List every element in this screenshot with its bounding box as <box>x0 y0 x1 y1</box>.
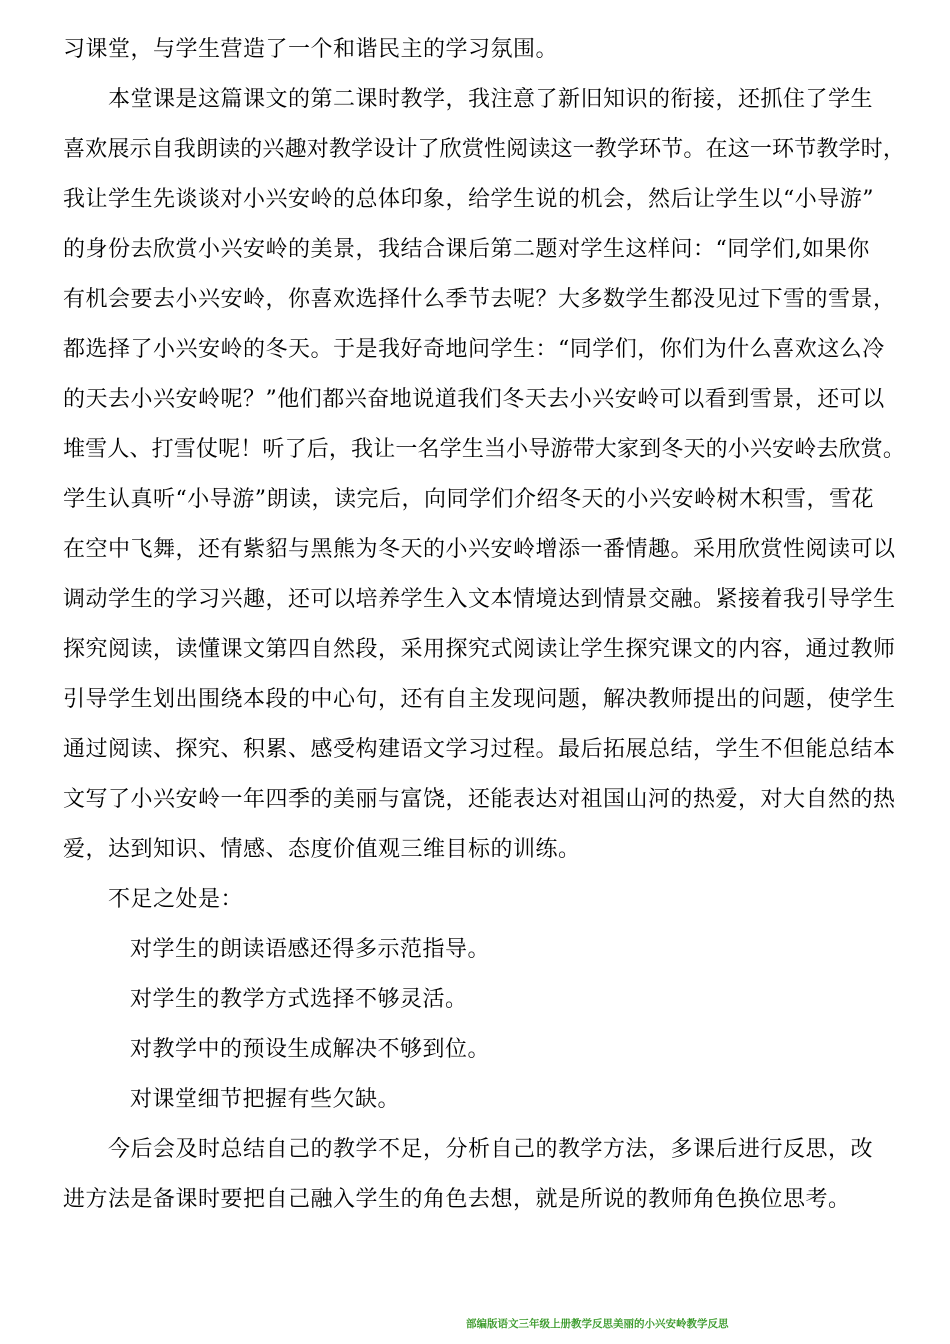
paragraph-line: 习课堂，与学生营造了一个和谐民主的学习氛围。 <box>63 37 559 62</box>
paragraph-line: 的天去小兴安岭呢？”他们都兴奋地说道我们冬天去小兴安岭可以看到雪景，还可以 <box>63 387 885 412</box>
paragraph-line: 的身份去欣赏小兴安岭的美景，我结合课后第二题对学生这样问：“同学们,如果你 <box>63 237 870 262</box>
paragraph-line: 有机会要去小兴安岭，你喜欢选择什么季节去呢？大多数学生都没见过下雪的雪景， <box>63 287 896 312</box>
paragraph-line: 通过阅读、探究、积累、感受构建语文学习过程。最后拓展总结，学生不但能总结本 <box>63 737 896 762</box>
shortcoming-item: 对学生的教学方式选择不够灵活。 <box>130 987 468 1012</box>
paragraph-line: 在空中飞舞，还有紫貂与黑熊为冬天的小兴安岭增添一番情趣。采用欣赏性阅读可以 <box>63 537 896 562</box>
page-footer: 部编版语文三年级上册教学反思美丽的小兴安岭教学反思 <box>466 1318 729 1330</box>
paragraph-line: 今后会及时总结自己的教学不足，分析自己的教学方法，多课后进行反思，改 <box>108 1137 874 1162</box>
shortcoming-item: 对学生的朗读语感还得多示范指导。 <box>130 937 491 962</box>
paragraph-line: 探究阅读，读懂课文第四自然段，采用探究式阅读让学生探究课文的内容，通过教师 <box>63 637 896 662</box>
paragraph-line: 文写了小兴安岭一年四季的美丽与富饶，还能表达对祖国山河的热爱，对大自然的热 <box>63 787 896 812</box>
shortcoming-item: 对教学中的预设生成解决不够到位。 <box>130 1037 491 1062</box>
paragraph-line: 都选择了小兴安岭的冬天。于是我好奇地问学生：“同学们，你们为什么喜欢这么冷 <box>63 337 885 362</box>
paragraph-line: 调动学生的学习兴趣，还可以培养学生入文本情境达到情景交融。紧接着我引导学生 <box>63 587 896 612</box>
paragraph-line: 我让学生先谈谈对小兴安岭的总体印象，给学生说的机会，然后让学生以“小导游” <box>63 187 874 212</box>
shortcomings-heading: 不足之处是： <box>108 887 244 912</box>
shortcoming-item: 对课堂细节把握有些欠缺。 <box>130 1087 401 1112</box>
paragraph-line: 堆雪人、打雪仗呢！听了后，我让一名学生当小导游带大家到冬天的小兴安岭去欣赏。 <box>63 437 906 462</box>
paragraph-line: 引导学生划出围绕本段的中心句，还有自主发现问题，解决教师提出的问题，使学生 <box>63 687 896 712</box>
paragraph-line: 本堂课是这篇课文的第二课时教学，我注意了新旧知识的衔接，还抓住了学生 <box>108 87 874 112</box>
paragraph-line: 喜欢展示自我朗读的兴趣对教学设计了欣赏性阅读这一教学环节。在这一环节教学时， <box>63 137 906 162</box>
paragraph-line: 爱，达到知识、情感、态度价值观三维目标的训练。 <box>63 837 581 862</box>
paragraph-line: 学生认真听“小导游”朗读，读完后，向同学们介绍冬天的小兴安岭树木积雪，雪花 <box>63 487 874 512</box>
paragraph-line: 进方法是备课时要把自己融入学生的角色去想，就是所说的教师角色换位思考。 <box>63 1187 851 1212</box>
